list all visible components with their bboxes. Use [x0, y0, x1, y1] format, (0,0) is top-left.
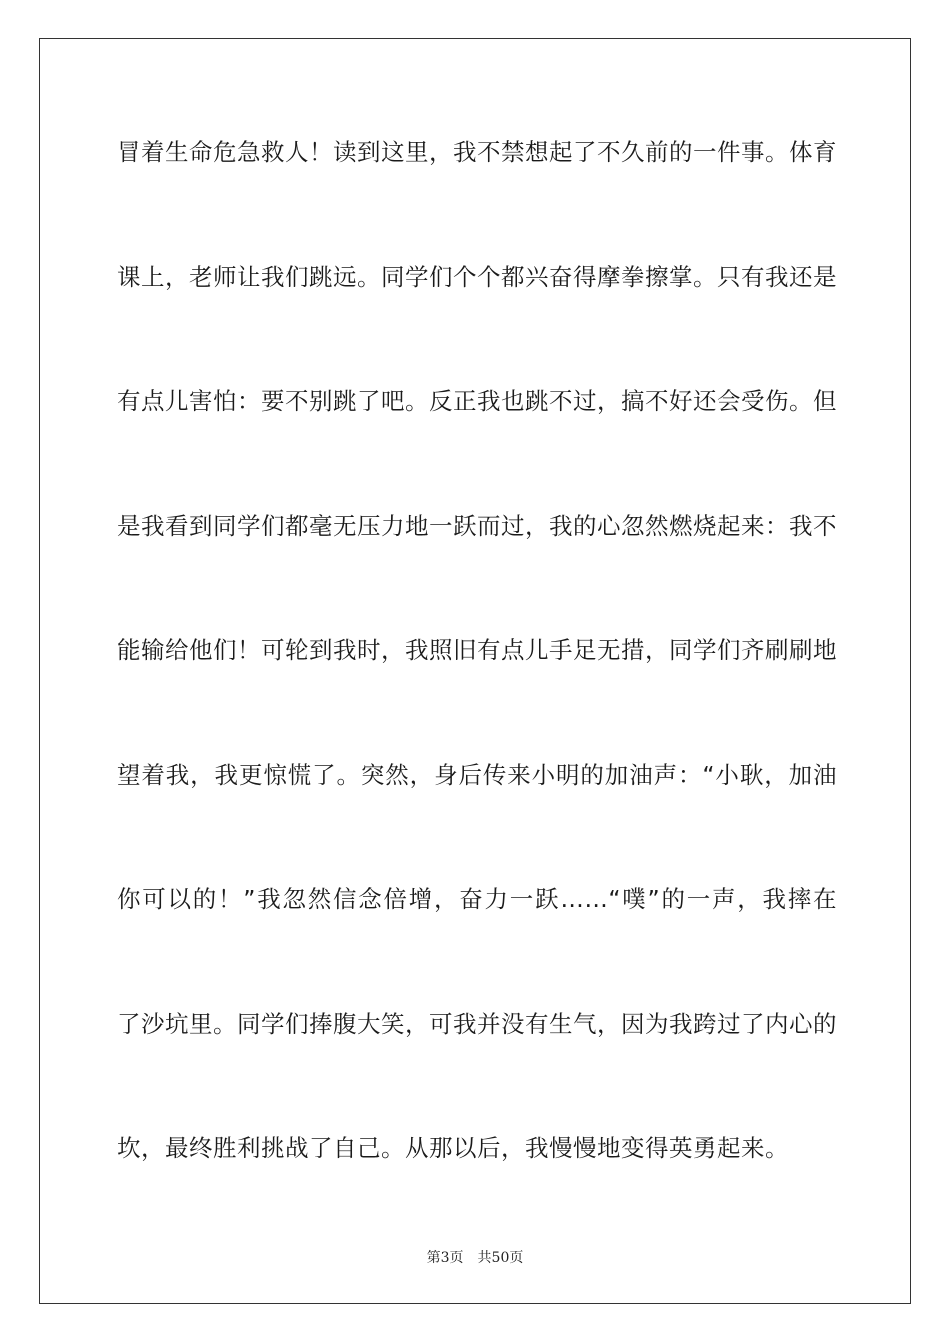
text-line: 了沙坑里。同学们捧腹大笑，可我并没有生气，因为我跨过了内心的 [117, 1009, 837, 1038]
text-line: 冒着生命危急救人！读到这里，我不禁想起了不久前的一件事。体育 [117, 138, 837, 166]
text-line: 坎，最终胜利挑战了自己。从那以后，我慢慢地变得英勇起来。 [117, 1134, 789, 1162]
text-line: 课上，老师让我们跳远。同学们个个都兴奋得摩拳擦掌。只有我还是 [117, 262, 837, 291]
document-body [117, 120, 837, 1241]
text-line: 是我看到同学们都毫无压力地一跃而过，我的心忽然燃烧起来：我不 [117, 511, 837, 540]
page-footer [0, 1247, 950, 1267]
page-total: 共50页 [477, 1250, 524, 1266]
text-line: 你可以的！”我忽然信念倍增，奋力一跃……“噗”的一声，我摔在 [117, 885, 837, 913]
text-line: 望着我，我更惊慌了。突然，身后传来小明的加油声：“小耿，加油 [117, 760, 837, 789]
page-number: 第3页 [426, 1250, 464, 1266]
text-line: 有点儿害怕：要不别跳了吧。反正我也跳不过，搞不好还会受伤。但 [117, 387, 837, 415]
text-line: 能输给他们！可轮到我时，我照旧有点儿手足无措，同学们齐刷刷地 [117, 636, 837, 664]
